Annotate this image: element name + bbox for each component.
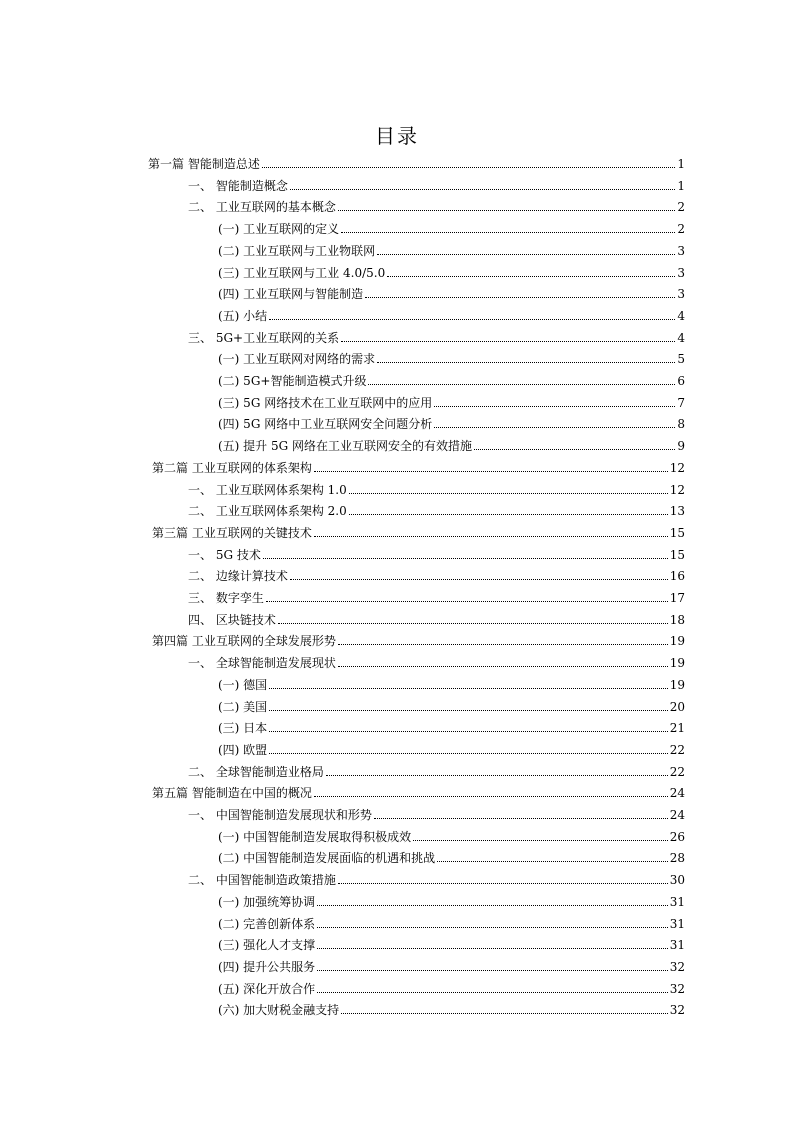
toc-entry[interactable] bbox=[218, 699, 685, 715]
toc-entry-label: (二) 完善创新体系 bbox=[218, 916, 316, 931]
toc-entry[interactable] bbox=[218, 916, 685, 932]
toc-entry[interactable] bbox=[218, 829, 685, 845]
toc-entry[interactable] bbox=[218, 265, 685, 281]
toc-entry[interactable] bbox=[218, 720, 685, 736]
toc-entry-label: 一、 5G 技术 bbox=[188, 547, 261, 562]
toc-entry-label: 第三篇 工业互联网的关键技术 bbox=[152, 525, 312, 540]
toc-entry-page-number: 3 bbox=[677, 287, 685, 302]
toc-entry-page-number: 32 bbox=[669, 959, 685, 974]
toc-entry[interactable] bbox=[218, 850, 685, 866]
toc-entry-page-number: 22 bbox=[669, 764, 685, 779]
dot-leader bbox=[365, 297, 675, 298]
dot-leader bbox=[317, 948, 668, 949]
dot-leader bbox=[377, 362, 675, 363]
toc-entry-label: (五) 深化开放合作 bbox=[218, 981, 316, 996]
toc-entry-label: (一) 工业互联网对网络的需求 bbox=[218, 352, 376, 367]
toc-entry-page-number: 9 bbox=[677, 439, 685, 454]
dot-leader bbox=[262, 167, 676, 168]
toc-entry-label: 一、 智能制造概念 bbox=[188, 178, 288, 193]
toc-entry-page-number: 22 bbox=[669, 742, 685, 757]
toc-entry-page-number: 28 bbox=[669, 851, 685, 866]
toc-entry-label: 三、 数字孪生 bbox=[188, 591, 264, 605]
toc-entry-label: (三) 日本 bbox=[218, 721, 268, 736]
toc-entry-label: 第五篇 智能制造在中国的概况 bbox=[152, 786, 312, 801]
toc-entry-page-number: 13 bbox=[669, 504, 685, 519]
toc-entry-page-number: 5 bbox=[677, 352, 685, 367]
toc-entry[interactable] bbox=[188, 503, 685, 519]
toc-entry-page-number: 31 bbox=[669, 894, 685, 909]
toc-entry[interactable] bbox=[218, 395, 685, 411]
toc-entry[interactable] bbox=[218, 937, 685, 953]
dot-leader bbox=[269, 710, 668, 711]
toc-entry[interactable] bbox=[188, 807, 685, 823]
dot-leader bbox=[290, 189, 676, 190]
toc-entry[interactable] bbox=[218, 286, 685, 302]
dot-leader bbox=[338, 210, 676, 211]
toc-entry-label: (四) 提升公共服务 bbox=[218, 959, 316, 974]
dot-leader bbox=[269, 731, 668, 732]
dot-leader bbox=[341, 232, 675, 233]
dot-leader bbox=[317, 992, 668, 993]
toc-entry[interactable] bbox=[188, 590, 685, 606]
dot-leader bbox=[314, 536, 668, 537]
toc-entry-page-number: 26 bbox=[669, 829, 685, 844]
dot-leader bbox=[290, 579, 668, 580]
dot-leader bbox=[263, 558, 668, 559]
toc-entry-label: 二、 边缘计算技术 bbox=[188, 569, 288, 584]
toc-entry[interactable] bbox=[188, 655, 685, 671]
toc-entry[interactable] bbox=[188, 199, 685, 215]
dot-leader bbox=[269, 319, 675, 320]
dot-leader bbox=[269, 688, 668, 689]
toc-entry-label: (一) 工业互联网的定义 bbox=[218, 222, 340, 237]
toc-entry[interactable] bbox=[218, 221, 685, 237]
toc-entry-label: 一、 全球智能制造发展现状 bbox=[188, 656, 336, 671]
dot-leader bbox=[474, 449, 675, 450]
dot-leader bbox=[349, 493, 668, 494]
page-title: 目录 bbox=[375, 124, 419, 148]
dot-leader bbox=[434, 406, 675, 407]
toc-entry-label: (一) 德国 bbox=[218, 677, 268, 692]
toc-entry[interactable] bbox=[218, 373, 685, 389]
toc-entry-page-number: 1 bbox=[677, 178, 685, 193]
dot-leader bbox=[338, 644, 668, 645]
toc-entry-page-number: 1 bbox=[677, 157, 685, 171]
toc-entry-label: (五) 小结 bbox=[218, 308, 268, 323]
toc-entry-label: 一、 中国智能制造发展现状和形势 bbox=[188, 808, 372, 822]
toc-entry-label: 二、 工业互联网体系架构 2.0 bbox=[188, 504, 347, 519]
toc-entry[interactable] bbox=[188, 612, 685, 628]
toc-entry[interactable] bbox=[152, 633, 685, 649]
toc-entry[interactable] bbox=[188, 764, 685, 780]
toc-entry[interactable] bbox=[218, 742, 685, 758]
toc-entry[interactable] bbox=[152, 460, 685, 476]
toc-entry-label: 一、 工业互联网体系架构 1.0 bbox=[188, 482, 347, 497]
toc-entry-page-number: 30 bbox=[669, 873, 685, 888]
toc-entry-page-number: 18 bbox=[669, 612, 685, 627]
toc-entry[interactable] bbox=[188, 872, 685, 888]
toc-entry-page-number: 12 bbox=[669, 460, 685, 475]
toc-entry[interactable] bbox=[218, 308, 685, 324]
toc-entry-label: 二、 全球智能制造业格局 bbox=[188, 764, 324, 779]
toc-entry-label: 三、 5G+工业互联网的关系 bbox=[188, 330, 340, 345]
dot-leader bbox=[269, 753, 668, 754]
toc-entry-page-number: 15 bbox=[669, 547, 685, 562]
toc-entry[interactable] bbox=[218, 438, 685, 454]
toc-entry-page-number: 16 bbox=[669, 569, 685, 584]
toc-entry-page-number: 17 bbox=[669, 591, 685, 605]
dot-leader bbox=[437, 861, 668, 862]
dot-leader bbox=[317, 905, 668, 906]
toc-entry-label: (四) 5G 网络中工业互联网安全问题分析 bbox=[218, 417, 433, 432]
toc-entry-page-number: 21 bbox=[669, 721, 685, 736]
toc-entry-label: (二) 美国 bbox=[218, 699, 268, 714]
dot-leader bbox=[266, 601, 668, 602]
toc-entry[interactable] bbox=[188, 330, 685, 346]
toc-entry[interactable] bbox=[218, 894, 685, 910]
dot-leader bbox=[278, 623, 668, 624]
toc-entry-page-number: 2 bbox=[677, 222, 685, 237]
dot-leader bbox=[374, 818, 668, 819]
dot-leader bbox=[434, 427, 675, 428]
toc-entry-page-number: 31 bbox=[669, 938, 685, 953]
toc-entry-page-number: 7 bbox=[677, 395, 685, 410]
toc-entry-page-number: 31 bbox=[669, 916, 685, 931]
toc-entry[interactable] bbox=[218, 959, 685, 975]
toc-entry-label: (二) 中国智能制造发展面临的机遇和挑战 bbox=[218, 851, 436, 866]
toc-entry-page-number: 20 bbox=[669, 699, 685, 714]
toc-entry-page-number: 3 bbox=[677, 265, 685, 280]
toc-entry[interactable] bbox=[188, 568, 685, 584]
toc-entry-label: 第一篇 智能制造总述 bbox=[148, 157, 260, 171]
toc-entry[interactable] bbox=[218, 981, 685, 997]
toc-entry-label: (三) 强化人才支撑 bbox=[218, 938, 316, 953]
dot-leader bbox=[326, 775, 668, 776]
toc-entry-label: (三) 工业互联网与工业 4.0/5.0 bbox=[218, 265, 386, 280]
toc-entry[interactable] bbox=[218, 351, 685, 367]
toc-entry-page-number: 24 bbox=[669, 808, 685, 822]
dot-leader bbox=[349, 514, 668, 515]
toc-entry-page-number: 4 bbox=[677, 308, 685, 323]
dot-leader bbox=[314, 796, 668, 797]
dot-leader bbox=[338, 666, 668, 667]
toc-entry-label: 二、 中国智能制造政策措施 bbox=[188, 873, 336, 888]
toc-entry-page-number: 8 bbox=[677, 417, 685, 432]
toc-entry-label: (四) 欧盟 bbox=[218, 742, 268, 757]
dot-leader bbox=[341, 1013, 668, 1014]
toc-entry-label: (六) 加大财税金融支持 bbox=[218, 1003, 340, 1018]
toc-entry[interactable] bbox=[188, 547, 685, 563]
dot-leader bbox=[314, 471, 668, 472]
toc-entry-label: (二) 工业互联网与工业物联网 bbox=[218, 243, 376, 258]
toc-entry-page-number: 32 bbox=[669, 1003, 685, 1018]
toc-entry[interactable] bbox=[218, 416, 685, 432]
toc-entry[interactable] bbox=[218, 243, 685, 259]
dot-leader bbox=[413, 840, 668, 841]
toc-entry-page-number: 19 bbox=[669, 656, 685, 671]
toc-entry-page-number: 15 bbox=[669, 525, 685, 540]
dot-leader bbox=[387, 276, 675, 277]
toc-entry[interactable] bbox=[188, 178, 685, 194]
toc-entry-label: (一) 加强统筹协调 bbox=[218, 894, 316, 909]
toc-entry[interactable] bbox=[218, 1002, 685, 1018]
toc-entry-page-number: 19 bbox=[669, 634, 685, 649]
toc-entry-label: 第四篇 工业互联网的全球发展形势 bbox=[152, 634, 336, 649]
toc-entry-label: (二) 5G+智能制造模式升级 bbox=[218, 374, 367, 388]
toc-entry-page-number: 19 bbox=[669, 677, 685, 692]
toc-entry[interactable] bbox=[152, 785, 685, 801]
dot-leader bbox=[341, 341, 675, 342]
dot-leader bbox=[317, 970, 668, 971]
toc-entry-page-number: 6 bbox=[677, 374, 685, 388]
toc-entry-label: (四) 工业互联网与智能制造 bbox=[218, 287, 364, 302]
toc-entry-label: (一) 中国智能制造发展取得积极成效 bbox=[218, 829, 412, 844]
toc-entry-page-number: 24 bbox=[669, 786, 685, 801]
toc-entry-label: 二、 工业互联网的基本概念 bbox=[188, 200, 336, 215]
toc-entry[interactable] bbox=[148, 156, 685, 172]
toc-entry-page-number: 12 bbox=[669, 482, 685, 497]
toc-entry-label: (三) 5G 网络技术在工业互联网中的应用 bbox=[218, 395, 433, 410]
dot-leader bbox=[377, 254, 675, 255]
toc-entry-label: 第二篇 工业互联网的体系架构 bbox=[152, 460, 312, 475]
toc-entry-label: (五) 提升 5G 网络在工业互联网安全的有效措施 bbox=[218, 439, 473, 454]
dot-leader bbox=[317, 927, 668, 928]
toc-entry-page-number: 4 bbox=[677, 330, 685, 345]
toc-entry-page-number: 2 bbox=[677, 200, 685, 215]
toc-entry-page-number: 3 bbox=[677, 243, 685, 258]
toc-entry[interactable] bbox=[218, 677, 685, 693]
toc-entry[interactable] bbox=[188, 482, 685, 498]
toc-entry[interactable] bbox=[152, 525, 685, 541]
dot-leader bbox=[338, 883, 668, 884]
dot-leader bbox=[368, 384, 675, 385]
toc-entry-page-number: 32 bbox=[669, 981, 685, 996]
toc-entry-label: 四、 区块链技术 bbox=[188, 612, 276, 627]
